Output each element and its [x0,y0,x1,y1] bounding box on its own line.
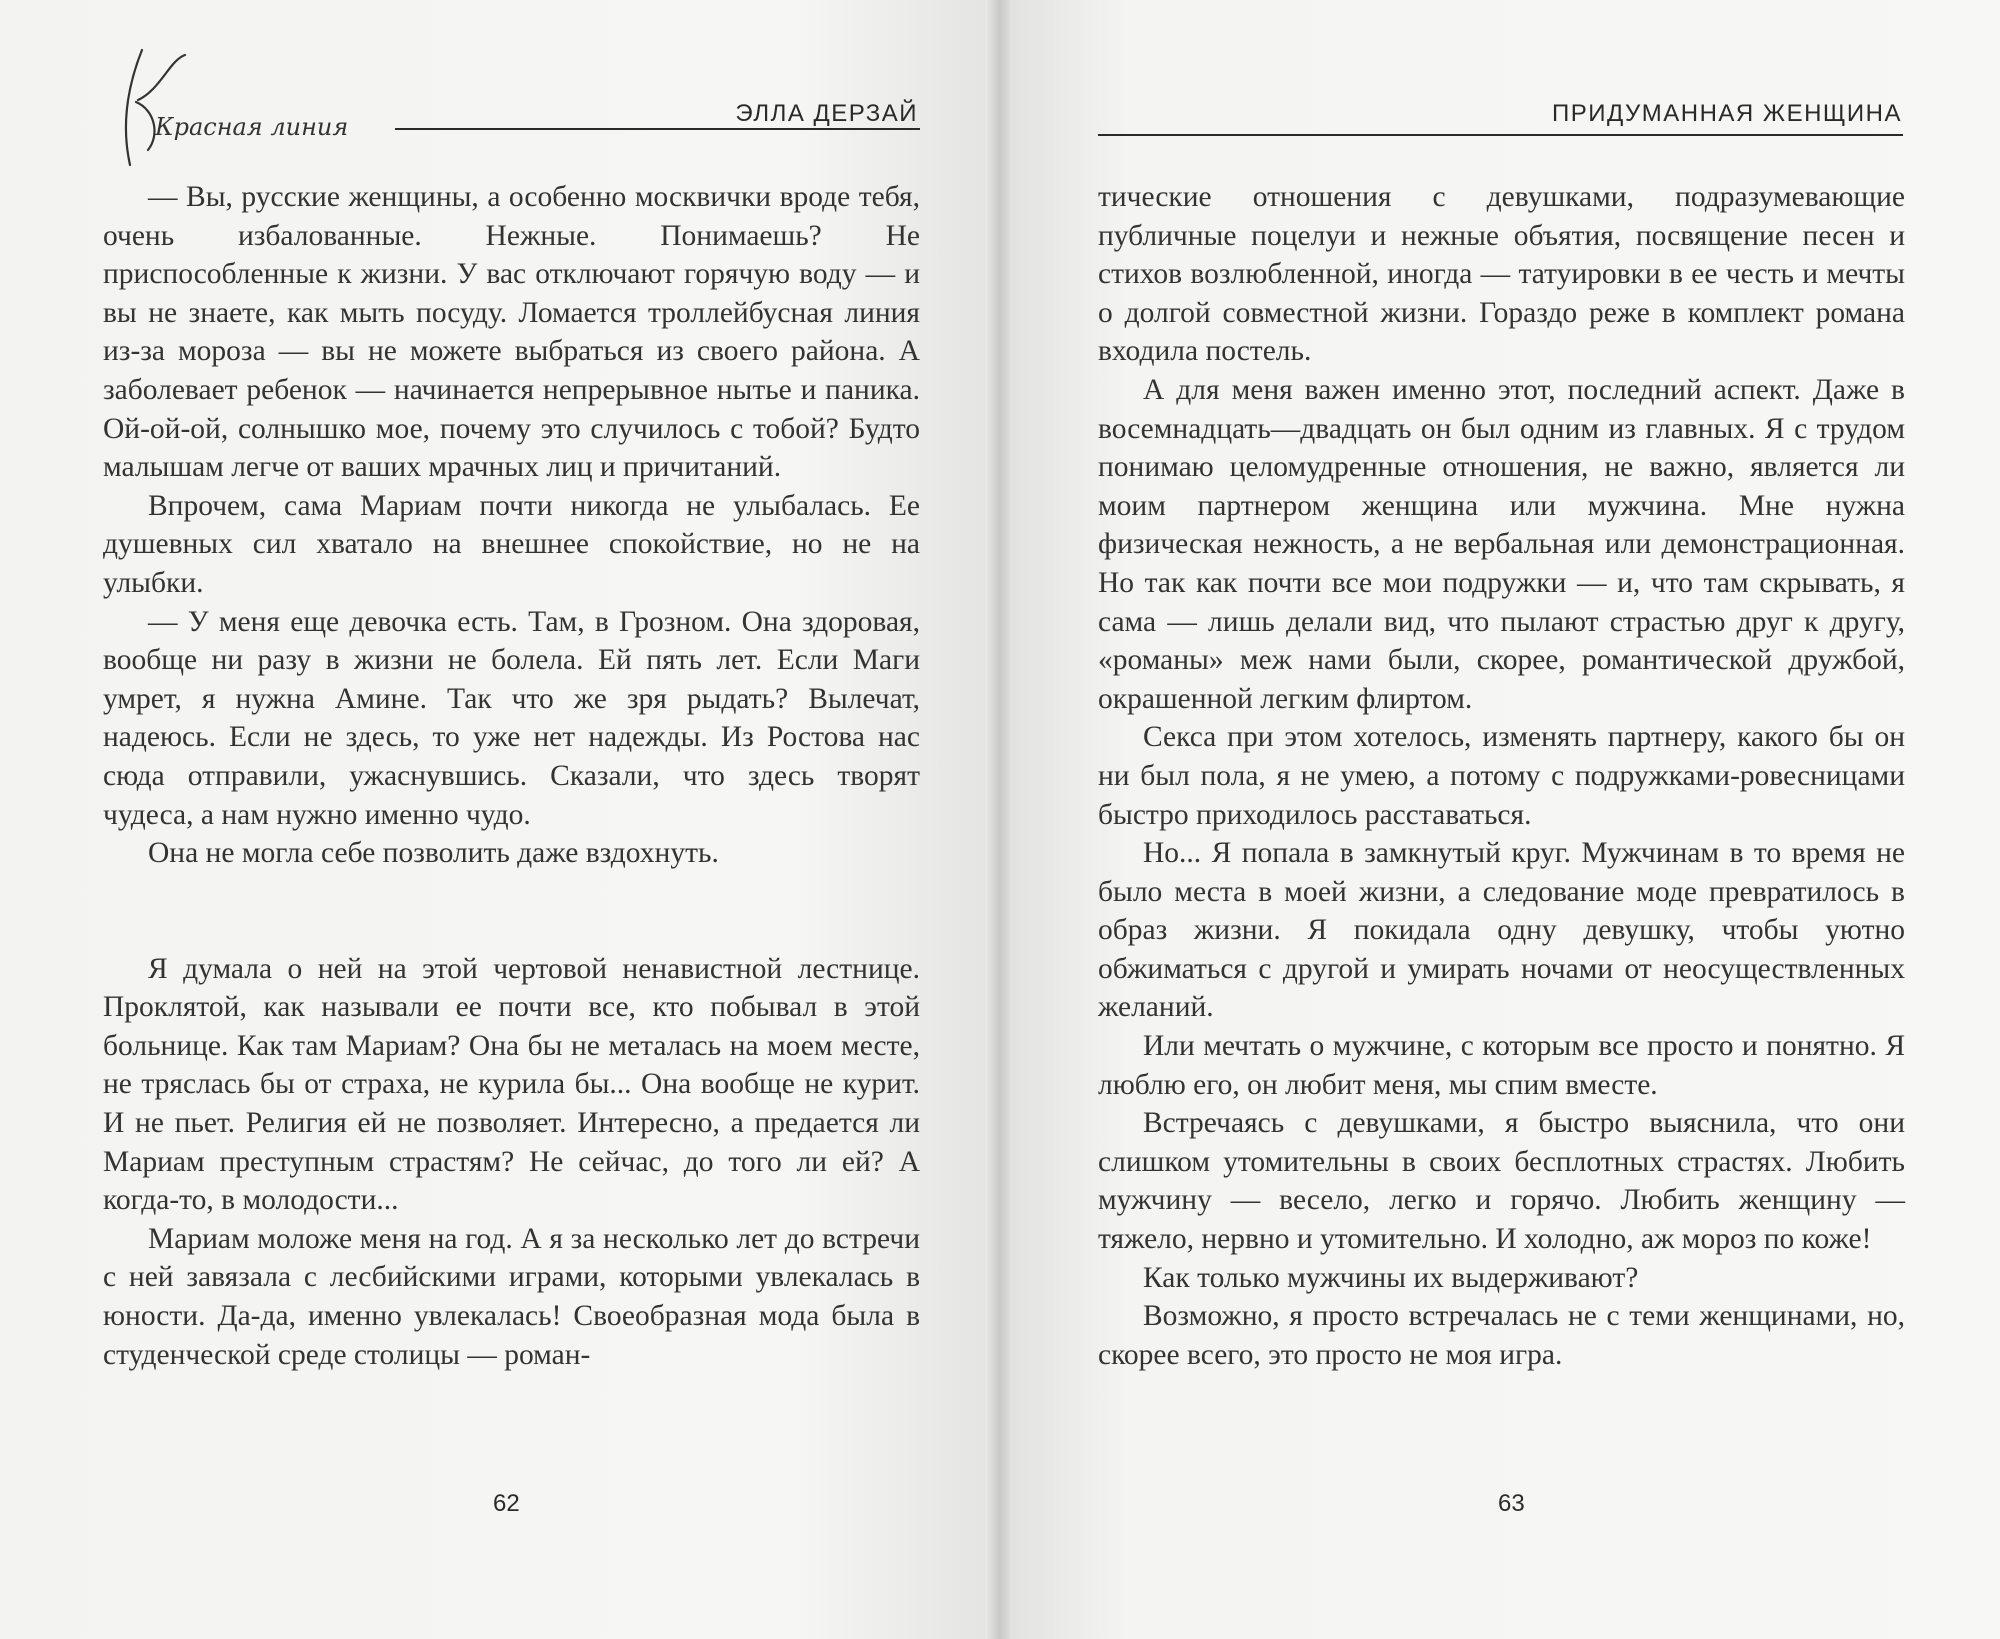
paragraph: Но... Я попала в замкнутый круг. Мужчинам в то время не было места в моей жизни, а следование моде превратилось в образ жизни. Я покидала одну девушку, чтобы уютно обжиматься с другой и умирать ночами от неосуществленных желаний. [1098,837,1905,1024]
left-page [0,0,990,1639]
running-head-author: ЭЛЛА ДЕРЗАЙ [735,100,918,127]
paragraph: — У меня еще девочка есть. Там, в Грозном. Она здоровая, вообще ни разу в жизни не болела. Ей пять лет. Если Маги умрет, я нужна Амине. Так что же зря рыдать? Вылечат, надеюсь. Если не здесь, то уже нет надежды. Из Ростова нас сюда отправили, ужаснувшись. Сказали, что здесь творят чудеса, а нам нужно именно чудо. [103,605,920,831]
paragraph: Возможно, я просто встречалась не с теми женщинами, но, скорее всего, это просто не моя игра. [1098,1300,1905,1371]
header-rule [1098,134,1903,136]
paragraph: — Вы, русские женщины, а особенно москвички вроде тебя, очень избалованные. Нежные. Понимаешь? Не приспособленные к жизни. У вас отключают горячую воду — и вы не знаете, как мыть посуду. Ломается троллейбусная линия из-за мороза — вы не можете выбраться из своего района. А заболевает ребенок — начинается непрерывное нытье и паника. Ой-ой-ой, солнышко мое, почему это случилось с тобой? Будто малышам легче от ваших мрачных лиц и причитаний. [103,181,920,484]
page-number: 63 [1498,1490,1525,1517]
paragraph: Она не могла себе позволить даже вздохнуть. [148,837,719,870]
page-number: 62 [493,1490,520,1517]
paragraph: Я думала о ней на этой чертовой ненавистной лестнице. Проклятой, как называли ее почти все, кто побывал в этой больнице. Как там Мариам? Она бы не металась на моем месте, не тряслась бы от страха, не курила бы... Она вообще не курит. И не пьет. Религия ей не позволяет. Интересно, а предается ли Мариам преступным страстям? Не сейчас, до того ли ей? А когда-то, в молодости... [103,952,920,1217]
running-head-title: ПРИДУМАННАЯ ЖЕНЩИНА [1551,100,1902,127]
left-page-text [103,178,920,1374]
paragraph: тические отношения с девушками, подразумевающие публичные поцелуи и нежные объятия, посвящение песен и стихов возлюбленной, иногда — татуировки в ее честь и мечты о долгой совместной жизни. Гораздо реже в комплект романа входила постель. [1098,181,1905,368]
right-page-text [1098,178,1905,1374]
paragraph: Мариам моложе меня на год. А я за несколько лет до встречи с ней завязала с лесбийскими играми, которыми увлекалась в юности. Да-да, именно увлекалась! Своеобразная мода была в студенческой среде столицы — роман- [103,1222,920,1371]
paragraph: Секса при этом хотелось, изменять партнеру, какого бы он ни был пола, я не умею, а потому с подружками-ровесницами быстро приходилось расставаться. [1098,721,1905,831]
svg-text:Красная линия: Красная линия [155,113,349,141]
right-page [1010,0,2000,1639]
paragraph: А для меня важен именно этот, последний аспект. Даже в восемнадцать—двадцать он был одним из главных. Я с трудом понимаю целомудренные отношения, не важно, является ли моим партнером женщина или мужчина. Мне нужна физическая нежность, а не вербальная или демонстрационная. Но так как почти все мои подружки — и, что там скрывать, я сама — лишь делали вид, что пылают страстью друг к другу, «романы» меж нами были, скорее, романтической дружбой, окрашенной легким флиртом. [1098,373,1905,715]
paragraph: Или мечтать о мужчине, с которым все просто и понятно. Я люблю его, он любит меня, мы спим вместе. [1098,1030,1905,1101]
paragraph: Впрочем, сама Мариам почти никогда не улыбалась. Ее душевных сил хватало на внешнее спокойствие, но не на улыбки. [103,489,920,599]
series-logo-script [100,40,410,180]
header-rule [395,128,920,130]
paragraph: Встречаясь с девушками, я быстро выяснила, что они слишком утомительны в своих бесплотных страстях. Любить мужчину — весело, легко и горячо. Любить женщину — тяжело, нервно и утомительно. И холодно, аж мороз по коже! [1098,1107,1905,1256]
paragraph: Как только мужчины их выдерживают? [1143,1261,1639,1294]
